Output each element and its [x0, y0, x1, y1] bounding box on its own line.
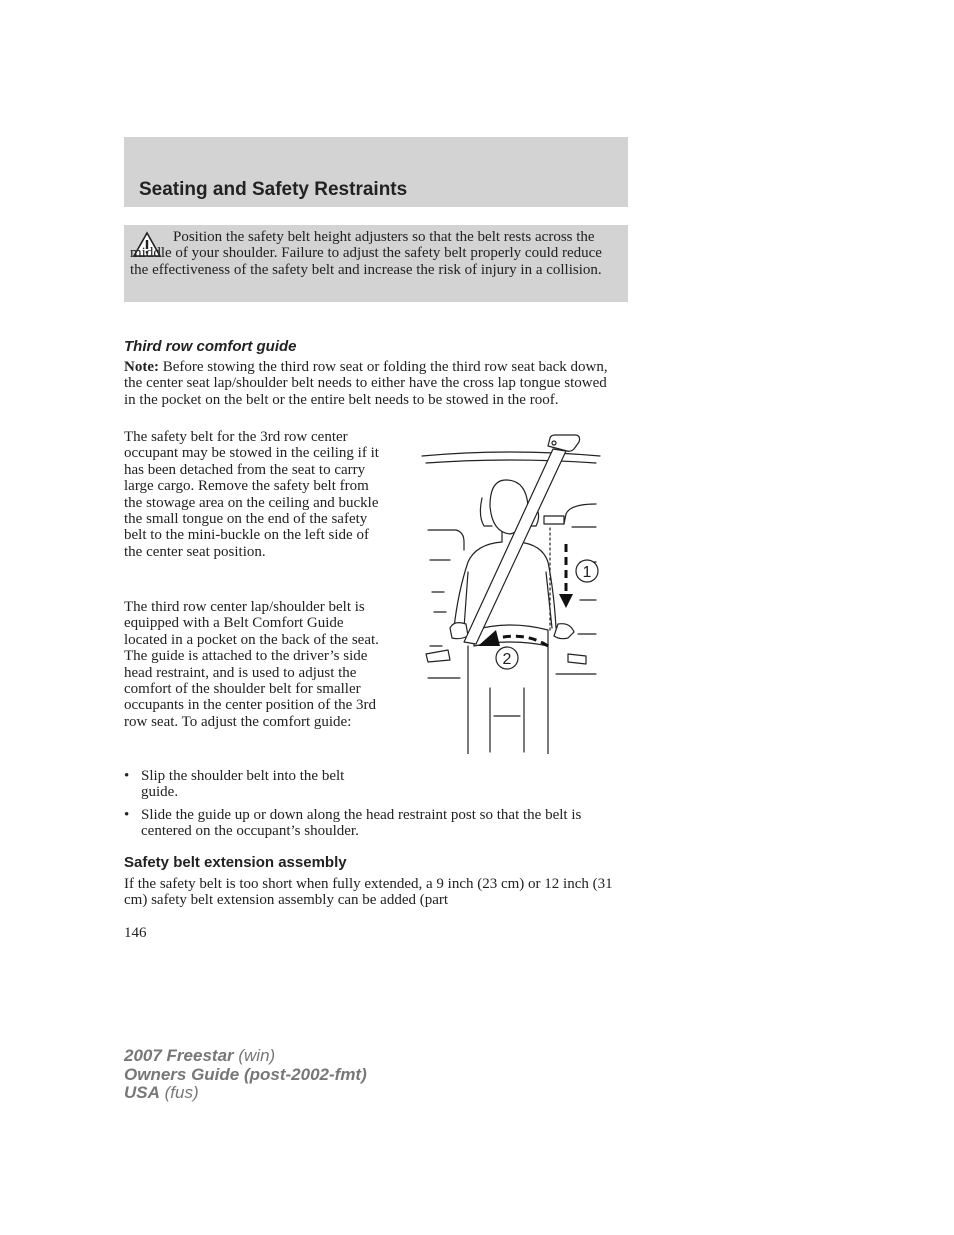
footer-market: USA	[124, 1083, 160, 1102]
bullet-dot-icon: •	[124, 768, 130, 784]
callout-2	[496, 647, 518, 669]
section-title: Seating and Safety Restraints	[139, 179, 408, 200]
footer-model-code: (win)	[233, 1046, 276, 1065]
callout-1	[576, 560, 598, 582]
bullet-text: Slide the guide up or down along the head restraint post so that the belt is centered on the occupant’s shoulder.	[141, 807, 582, 840]
warning-box	[124, 225, 628, 302]
bullet-dot-icon: •	[124, 807, 130, 823]
document-footer	[124, 1047, 367, 1103]
footer-model: 2007 Freestar	[124, 1046, 234, 1065]
stow-paragraph: The safety belt for the 3rd row center occupant may be stowed in the ceiling if it has been detached from the seat to carry large cargo. Remove the safety belt from the stowage area on the ceiling and buckle the small tongue on the end of the safety belt to the mini-buckle on the left side of the center seat position.	[124, 429, 379, 560]
footer-market-code: (fus)	[159, 1083, 199, 1102]
warning-text: Position the safety belt height adjusters so that the belt rests across the middle of your shoulder. Failure to adjust the safety belt properly could reduce the effectiveness of the safety belt and increase the risk of injury in a collision.	[130, 229, 602, 278]
comfort-guide-illustration	[420, 432, 602, 754]
section-header	[124, 137, 628, 207]
note-label: Note:	[124, 359, 159, 375]
footer-guide: Owners Guide (post-2002-fmt)	[124, 1064, 367, 1084]
comfort-guide-heading: Third row comfort guide	[124, 338, 297, 355]
callout-1-label: 1	[582, 564, 592, 581]
bullet-text: Slip the shoulder belt into the belt guide.	[141, 768, 345, 801]
note-paragraph	[124, 359, 614, 408]
note-text: Before stowing the third row seat or folding the third row seat back down, the center seat lap/shoulder belt needs to either have the cross lap tongue stowed in the pocket on the belt or the entire belt needs to be stowed in the roof.	[124, 359, 608, 408]
comfort-guide-paragraph: The third row center lap/shoulder belt is equipped with a Belt Comfort Guide located in a pocket on the back of the seat. The guide is attached to the driver’s side head restraint, and is used to adjust the comfort of the shoulder belt for smaller occupants in the center position of the 3rd row seat. To adjust the comfort guide:	[124, 599, 379, 730]
page-number: 146	[124, 925, 147, 941]
extension-paragraph: If the safety belt is too short when fully extended, a 9 inch (23 cm) or 12 inch (31 cm) safety belt extension assembly can be added (part	[124, 876, 613, 909]
callout-2-label: 2	[502, 651, 512, 668]
extension-heading: Safety belt extension assembly	[124, 854, 347, 871]
